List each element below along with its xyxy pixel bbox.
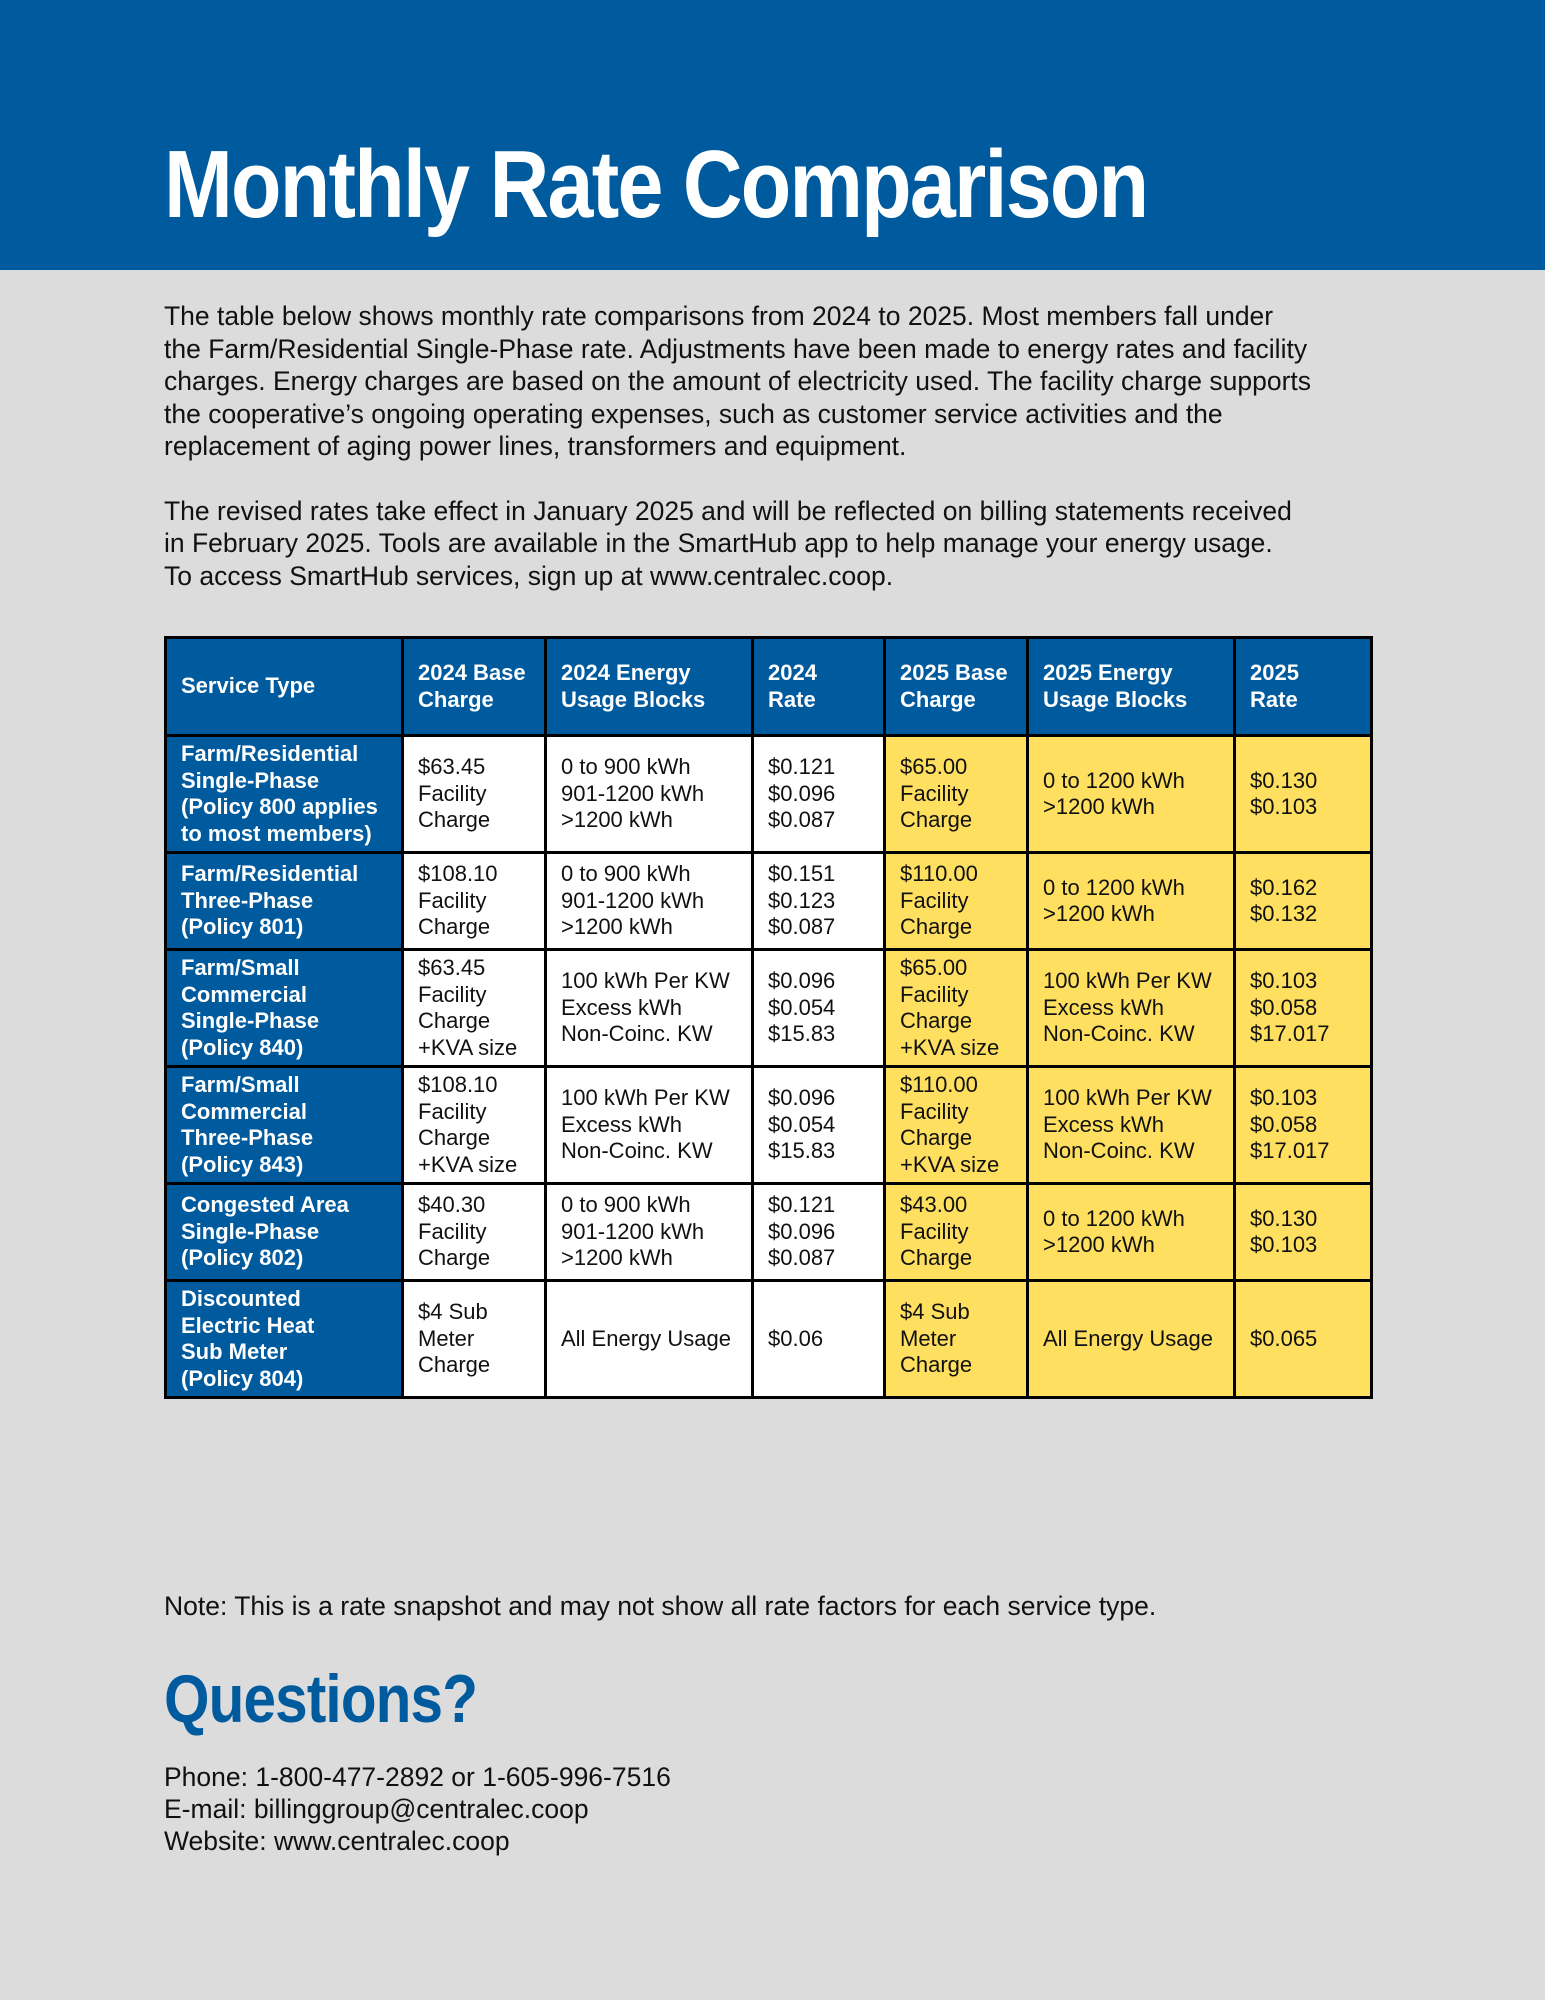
cell-line: 100 kWh Per KW [561, 1085, 730, 1111]
cell-line: Commercial [181, 1098, 307, 1124]
cell-line: $0.132 [1250, 901, 1318, 926]
cell-line: $17.017 [1250, 1138, 1330, 1164]
intro-line: the Farm/Residential Single-Phase rate. Adjustments have been made to energy rates and facility [164, 333, 1308, 364]
cell-line: Excess kWh [561, 1111, 683, 1137]
cell-line: Farm/Residential [181, 741, 359, 766]
service-type-cell [166, 736, 403, 853]
cell-line: Excess kWh [1043, 1111, 1165, 1137]
contact-website: Website: www.centralec.coop [164, 1826, 510, 1856]
cell-line: >1200 kWh [1043, 794, 1155, 819]
cell-line: (Policy 843) [181, 1151, 304, 1177]
rate-2024-cell [753, 1281, 885, 1398]
table-body [166, 736, 1372, 1398]
service-type-cell [166, 1281, 403, 1398]
page-title: Monthly Rate Comparison [164, 131, 1148, 238]
cell-line: Commercial [181, 981, 307, 1007]
cell-line: $17.017 [1250, 1021, 1330, 1047]
service-type-cell [166, 1067, 403, 1184]
cell-line: 0 to 900 kWh [561, 861, 691, 887]
intro-line: To access SmartHub services, sign up at www.centralec.coop. [164, 560, 894, 591]
cell-line: $0.087 [768, 807, 836, 833]
cell-line: $0.096 [768, 780, 836, 806]
cell-line: $0.103 [1250, 794, 1318, 819]
cell-line: Facility [418, 887, 487, 913]
cell-line: Meter [418, 1325, 475, 1351]
rate-comparison-table [164, 636, 1373, 1399]
cell-line: Facility [900, 780, 969, 806]
cell-line: >1200 kWh [1043, 1232, 1155, 1257]
energy-blocks-2025-cell [1028, 736, 1235, 853]
cell-line: Charge [900, 1008, 973, 1033]
cell-line: $0.058 [1250, 994, 1318, 1020]
header-label: 2024 [768, 660, 817, 685]
header-label: Service Type [181, 673, 316, 699]
cell-line: $4 Sub [900, 1299, 970, 1325]
base-charge-2025-cell [885, 1281, 1028, 1398]
cell-line: (Policy 800 applies [181, 794, 378, 819]
cell-line: $0.096 [768, 968, 836, 994]
cell-line: $0.151 [768, 861, 836, 887]
rate-2025-cell [1235, 950, 1372, 1067]
cell-line: $110.00 [900, 861, 978, 887]
cell-line: to most members) [181, 820, 372, 846]
energy-blocks-2025-cell [1028, 1281, 1235, 1398]
cell-line: Charge [900, 1245, 973, 1271]
cell-line: Charge [418, 914, 491, 940]
service-type-cell [166, 950, 403, 1067]
rate-2025-cell [1235, 736, 1372, 853]
cell-line: $63.45 [418, 754, 486, 780]
cell-line: Excess kWh [1043, 994, 1165, 1020]
cell-line: Charge [418, 1245, 491, 1271]
cell-line: $0.130 [1250, 767, 1318, 793]
cell-line: Congested Area [181, 1192, 349, 1218]
cell-line: +KVA size [418, 1034, 518, 1060]
cell-line: Farm/Small [181, 955, 300, 980]
contact-phone: Phone: 1-800-477-2892 or 1-605-996-7516 [164, 1762, 671, 1792]
header-label: Rate [1250, 686, 1298, 712]
header-2025-base-charge [885, 638, 1028, 736]
table-note: Note: This is a rate snapshot and may not show all rate factors for each service type. [164, 1591, 1157, 1621]
intro-paragraph-2 [164, 495, 1394, 593]
cell-line: Charge [418, 807, 491, 833]
cell-line: $0.130 [1250, 1205, 1318, 1231]
cell-line: $110.00 [900, 1072, 978, 1097]
cell-line: (Policy 804) [181, 1365, 304, 1391]
header-label: 2025 [1250, 660, 1299, 685]
header-2024-rate [753, 638, 885, 736]
cell-line: Single-Phase [181, 767, 320, 793]
table-row [166, 1184, 1372, 1281]
cell-line: $0.06 [768, 1325, 824, 1351]
cell-line: Single-Phase [181, 1218, 320, 1244]
cell-line: $0.103 [1250, 968, 1318, 994]
energy-blocks-2024-cell [546, 1184, 753, 1281]
cell-line: Non-Coinc. KW [1043, 1021, 1195, 1047]
cell-line: Charge [418, 1008, 491, 1033]
cell-line: Meter [900, 1325, 957, 1351]
header-label: Charge [900, 686, 976, 712]
cell-line: Electric Heat [181, 1312, 315, 1338]
contact-email: E-mail: billinggroup@centralec.coop [164, 1794, 589, 1824]
cell-line: $0.123 [768, 887, 836, 913]
cell-line: $0.103 [1250, 1085, 1318, 1111]
cell-line: $108.10 [418, 861, 498, 887]
energy-blocks-2025-cell [1028, 950, 1235, 1067]
header-2025-energy-blocks [1028, 638, 1235, 736]
cell-line: >1200 kWh [561, 914, 673, 940]
rate-2025-cell [1235, 1184, 1372, 1281]
header-label: 2025 Energy [1043, 660, 1173, 685]
cell-line: Facility [418, 1218, 487, 1244]
rate-2025-cell [1235, 1067, 1372, 1184]
table-row [166, 1281, 1372, 1398]
cell-line: Facility [900, 1098, 969, 1124]
cell-line: Facility [900, 1218, 969, 1244]
intro-line: the cooperative’s ongoing operating expenses, such as customer service activities and the [164, 398, 1223, 429]
cell-line: Facility [418, 981, 487, 1007]
title-banner [0, 0, 1545, 270]
energy-blocks-2025-cell [1028, 1184, 1235, 1281]
service-type-cell [166, 1184, 403, 1281]
cell-line: All Energy Usage [1043, 1325, 1213, 1351]
cell-line: >1200 kWh [561, 807, 673, 833]
cell-line: 901-1200 kWh [561, 1218, 705, 1244]
cell-line: Three-Phase [181, 1125, 314, 1150]
questions-heading: Questions? [164, 1661, 478, 1737]
intro-line: charges. Energy charges are based on the amount of electricity used. The facility charge supports [164, 366, 1312, 396]
header-label: 2024 Base [418, 660, 526, 685]
intro-line: The table below shows monthly rate comparisons from 2024 to 2025. Most members fall under [164, 301, 1274, 331]
cell-line: All Energy Usage [561, 1325, 731, 1351]
cell-line: Excess kWh [561, 994, 683, 1020]
rate-2025-cell [1235, 1281, 1372, 1398]
contact-info [164, 1761, 671, 1857]
energy-blocks-2024-cell [546, 853, 753, 950]
cell-line: 0 to 1200 kWh [1043, 767, 1185, 793]
intro-text [164, 300, 1394, 592]
cell-line: $43.00 [900, 1192, 968, 1218]
cell-line: $40.30 [418, 1192, 486, 1218]
cell-line: 0 to 900 kWh [561, 1192, 691, 1218]
energy-blocks-2024-cell [546, 736, 753, 853]
cell-line: Charge [900, 1125, 973, 1150]
cell-line: (Policy 840) [181, 1034, 304, 1060]
cell-line: Discounted [181, 1286, 301, 1311]
service-type-cell [166, 853, 403, 950]
cell-line: $15.83 [768, 1138, 836, 1164]
rate-2024-cell [753, 950, 885, 1067]
cell-line: 901-1200 kWh [561, 780, 705, 806]
cell-line: Farm/Residential [181, 861, 359, 887]
cell-line: 0 to 1200 kWh [1043, 874, 1185, 900]
cell-line: $0.121 [768, 1192, 836, 1218]
cell-line: (Policy 802) [181, 1245, 304, 1271]
cell-line: $108.10 [418, 1072, 498, 1097]
intro-line: replacement of aging power lines, transformers and equipment. [164, 431, 907, 461]
base-charge-2025-cell [885, 853, 1028, 950]
cell-line: $15.83 [768, 1021, 836, 1047]
cell-line: Facility [418, 1098, 487, 1124]
header-2024-energy-blocks [546, 638, 753, 736]
cell-line: Farm/Small [181, 1072, 300, 1097]
cell-line: (Policy 801) [181, 914, 304, 940]
header-label: Usage Blocks [561, 686, 706, 712]
cell-line: $0.103 [1250, 1232, 1318, 1257]
cell-line: Charge [900, 1352, 973, 1378]
rate-2024-cell [753, 1067, 885, 1184]
cell-line: Facility [418, 780, 487, 806]
rate-2025-cell [1235, 853, 1372, 950]
cell-line: 100 kWh Per KW [561, 968, 730, 994]
cell-line: Charge [900, 914, 973, 940]
cell-line: 0 to 900 kWh [561, 754, 691, 780]
base-charge-2024-cell [403, 853, 546, 950]
cell-line: Non-Coinc. KW [561, 1021, 713, 1047]
base-charge-2024-cell [403, 1281, 546, 1398]
cell-line: Charge [418, 1125, 491, 1150]
energy-blocks-2024-cell [546, 1281, 753, 1398]
cell-line: 901-1200 kWh [561, 887, 705, 913]
cell-line: $0.087 [768, 1245, 836, 1271]
table-header-row [166, 638, 1372, 736]
cell-line: Facility [900, 981, 969, 1007]
cell-line: $63.45 [418, 955, 486, 980]
intro-paragraph-1 [164, 300, 1394, 463]
cell-line: $0.096 [768, 1085, 836, 1111]
cell-line: Facility [900, 887, 969, 913]
header-label: 2025 Base [900, 660, 1008, 685]
cell-line: Non-Coinc. KW [1043, 1138, 1195, 1164]
energy-blocks-2025-cell [1028, 1067, 1235, 1184]
energy-blocks-2025-cell [1028, 853, 1235, 950]
base-charge-2024-cell [403, 950, 546, 1067]
header-2024-base-charge [403, 638, 546, 736]
cell-line: +KVA size [418, 1151, 518, 1177]
cell-line: $0.096 [768, 1218, 836, 1244]
cell-line: $0.121 [768, 754, 836, 780]
cell-line: $0.065 [1250, 1325, 1318, 1351]
cell-line: Sub Meter [181, 1339, 288, 1364]
cell-line: Charge [900, 807, 973, 833]
rate-2024-cell [753, 853, 885, 950]
header-label: 2024 Energy [561, 660, 691, 685]
cell-line: Non-Coinc. KW [561, 1138, 713, 1164]
cell-line: 100 kWh Per KW [1043, 968, 1212, 994]
cell-line: $65.00 [900, 754, 968, 780]
base-charge-2025-cell [885, 950, 1028, 1067]
rate-2024-cell [753, 736, 885, 853]
base-charge-2025-cell [885, 1067, 1028, 1184]
header-label: Rate [768, 686, 816, 712]
header-label: Usage Blocks [1043, 686, 1188, 712]
header-2025-rate [1235, 638, 1372, 736]
cell-line: +KVA size [900, 1151, 1000, 1177]
cell-line: Three-Phase [181, 887, 314, 913]
cell-line: $0.058 [1250, 1111, 1318, 1137]
base-charge-2024-cell [403, 1184, 546, 1281]
intro-line: in February 2025. Tools are available in the SmartHub app to help manage your energy usage. [164, 528, 1273, 558]
energy-blocks-2024-cell [546, 950, 753, 1067]
table-row [166, 853, 1372, 950]
cell-line: +KVA size [900, 1034, 1000, 1060]
cell-line: 0 to 1200 kWh [1043, 1205, 1185, 1231]
base-charge-2025-cell [885, 1184, 1028, 1281]
cell-line: $0.087 [768, 914, 836, 940]
rate-2024-cell [753, 1184, 885, 1281]
intro-line: The revised rates take effect in January 2025 and will be reflected on billing statements received [164, 495, 1292, 526]
table-row [166, 950, 1372, 1067]
cell-line: $0.054 [768, 994, 836, 1020]
cell-line: $0.054 [768, 1111, 836, 1137]
cell-line: $4 Sub [418, 1299, 488, 1325]
cell-line: $0.162 [1250, 874, 1318, 900]
energy-blocks-2024-cell [546, 1067, 753, 1184]
cell-line: >1200 kWh [561, 1245, 673, 1271]
cell-line: $65.00 [900, 955, 968, 980]
base-charge-2025-cell [885, 736, 1028, 853]
table-row [166, 736, 1372, 853]
base-charge-2024-cell [403, 736, 546, 853]
header-label: Charge [418, 686, 494, 712]
cell-line: Single-Phase [181, 1008, 320, 1033]
table-row [166, 1067, 1372, 1184]
header-service-type [166, 638, 403, 736]
cell-line: Charge [418, 1352, 491, 1378]
cell-line: >1200 kWh [1043, 901, 1155, 926]
base-charge-2024-cell [403, 1067, 546, 1184]
cell-line: 100 kWh Per KW [1043, 1085, 1212, 1111]
